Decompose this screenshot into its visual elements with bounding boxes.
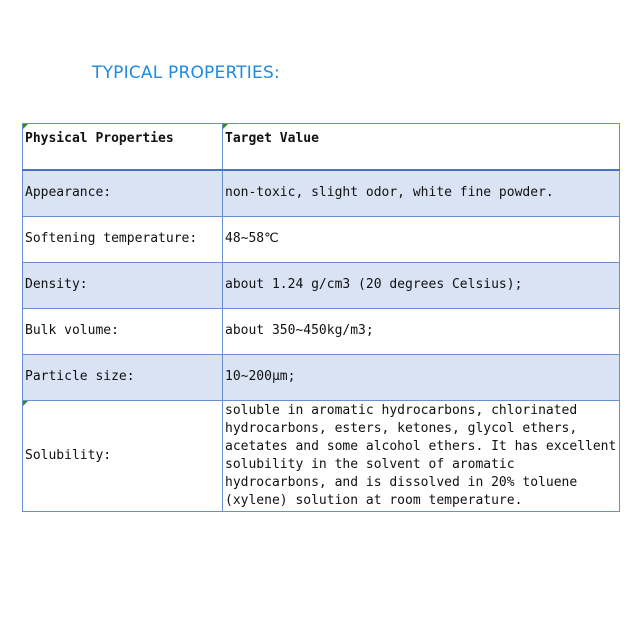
- property-cell: Particle size:: [23, 354, 223, 400]
- value-cell: about 350~450kg/m3;: [223, 308, 620, 354]
- property-label: Solubility:: [25, 447, 112, 463]
- value-cell: 48~58℃: [223, 216, 620, 262]
- property-cell: Appearance:: [23, 170, 223, 216]
- value-cell: about 1.24 g/cm3 (20 degrees Celsius);: [223, 262, 620, 308]
- table-row: [23, 170, 620, 216]
- property-cell: Softening temperature:: [23, 216, 223, 262]
- property-cell: Density:: [23, 262, 223, 308]
- header-label: Target Value: [225, 131, 319, 146]
- table-row: [23, 354, 620, 400]
- value-cell: soluble in aromatic hydrocarbons, chlorinated hydrocarbons, esters, ketones, glycol ethers, acetates and some alcohol ethers. It has excellent solubility in the solvent of aromatic hydrocarbons, and is dissolved in 20% toluene (xylene) solution at room temperature.: [223, 400, 620, 511]
- header-label: Physical Properties: [25, 131, 174, 146]
- value-cell: non-toxic, slight odor, white fine powder.: [223, 170, 620, 216]
- table-row: [23, 308, 620, 354]
- corner-marker-icon: [23, 124, 28, 129]
- corner-marker-icon: [23, 401, 28, 406]
- section-title: TYPICAL PROPERTIES:: [92, 63, 280, 83]
- corner-marker-icon: [223, 124, 228, 129]
- header-cell-property: [23, 124, 223, 171]
- properties-table: [22, 123, 620, 512]
- table-row: [23, 400, 620, 511]
- property-cell: Bulk volume:: [23, 308, 223, 354]
- property-cell: [23, 400, 223, 511]
- value-cell: 10~200μm;: [223, 354, 620, 400]
- table-row: [23, 216, 620, 262]
- table-header-row: [23, 124, 620, 171]
- table-row: [23, 262, 620, 308]
- header-cell-value: [223, 124, 620, 171]
